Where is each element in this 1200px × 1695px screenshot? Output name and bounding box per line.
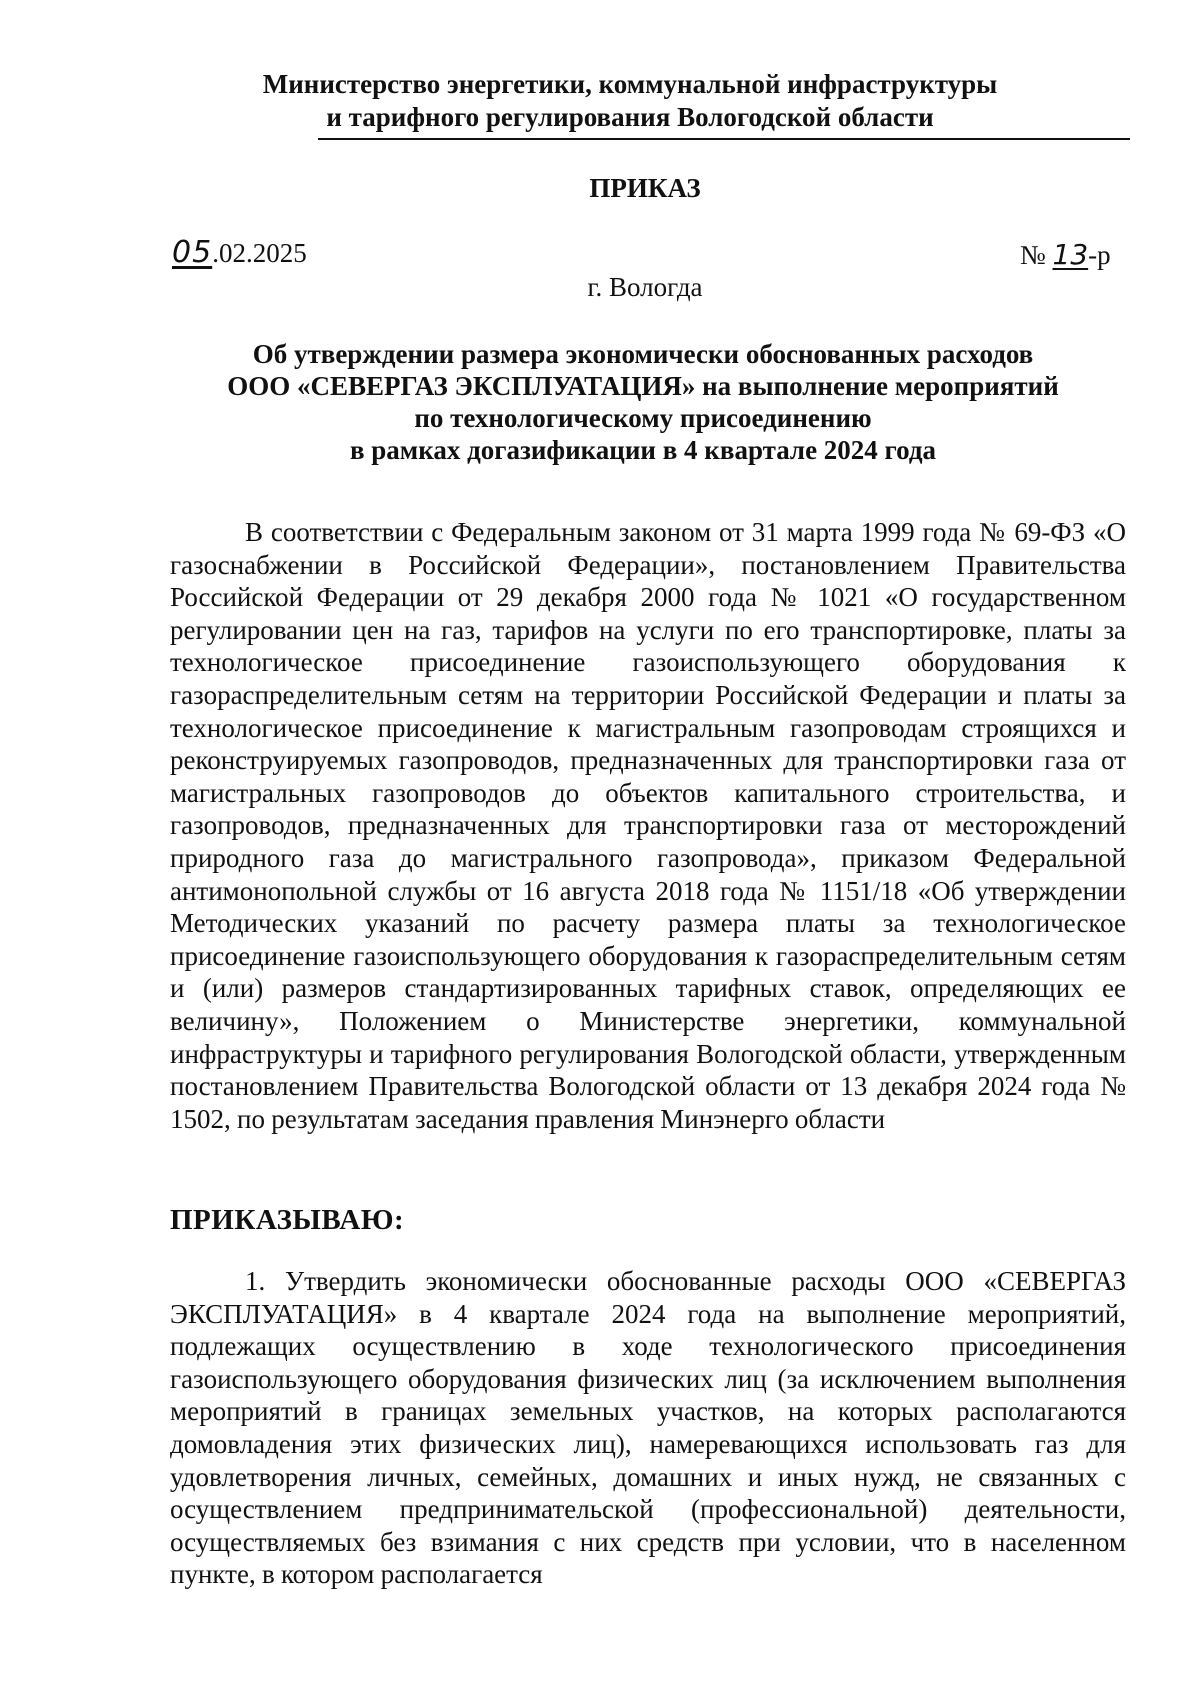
document-subject <box>160 338 1126 466</box>
number-prefix: № <box>1020 240 1053 270</box>
header-divider <box>318 138 1130 140</box>
document-date <box>172 235 307 270</box>
document-number <box>1020 238 1111 271</box>
handwritten-day: 05 <box>172 235 213 270</box>
handwritten-number: 13 <box>1052 238 1089 271</box>
document-type-title: ПРИКАЗ <box>589 173 701 203</box>
ministry-name-line1: Министерство энергетики, коммунальной инфраструктуры <box>262 69 998 99</box>
ministry-header <box>160 68 1100 134</box>
order-item-1: 1. Утвердить экономически обоснованные расходы ООО «СЕВЕРГАЗ ЭКСПЛУАТАЦИЯ» в 4 квартале 2024 года на выполнение мероприятий, подлежащих осуществлению в ходе технологического присоединения газоиспользующего оборудования физических лиц (за исключением выполнения мероприятий в границах земельных участков, на которых располагаются домовладения этих физических лиц), намеревающихся использовать газ для удовлетворения личных, семейных, домашних и иных нужд, не связанных с осуществлением предпринимательской (профессиональной) деятельности, осуществляемых без взимания с них средств при условии, что в населенном пункте, в котором располагается <box>170 1266 1126 1590</box>
subject-line4: в рамках догазификации в 4 квартале 2024 года <box>349 435 937 465</box>
number-suffix: -р <box>1088 240 1111 270</box>
date-rest: .02.2025 <box>212 238 307 268</box>
preamble-paragraph: В соответствии с Федеральным законом от 31 марта 1999 года № 69-ФЗ «О газоснабжении в Российской Федерации», постановлением Правительства Российской Федерации от 29 декабря 2000 года № 1021 «О государственном регулировании цен на газ, тарифов на услуги по его транспортировке, платы за технологическое присоединение газоиспользующего оборудования к газораспределительным сетям на территории Российской Федерации и платы за технологическое присоединение к магистральным газопроводам строящихся и реконструируемых газопроводов, предназначенных для транспортировки газа от магистральных газопроводов до объектов капитального строительства, и газопроводов, предназначенных для транспортировки газа от месторождений природного газа до магистрального газопровода», приказом Федеральной антимонопольной службы от 16 августа 2018 года № 1151/18 «Об утверждении Методических указаний по расчету размера платы за технологическое присоединение газоиспользующего оборудования к газораспределительным сетям и (или) размеров стандартизированных тарифных ставок, определяющих ее величину», Положением о Министерстве энергетики, коммунальной инфраструктуры и тарифного регулирования Вологодской области, утвержденным постановлением Правительства Вологодской области от 13 декабря 2024 года № 1502, по результатам заседания правления Минэнерго области <box>170 517 1126 1134</box>
order-word: ПРИКАЗЫВАЮ: <box>170 1204 405 1236</box>
city-label: г. Вологда <box>587 272 703 302</box>
subject-line3: по технологическому присоединению <box>414 403 872 433</box>
subject-line1: Об утверждении размера экономически обоснованных расходов <box>252 339 1034 369</box>
subject-line2: ООО «СЕВЕРГАЗ ЭКСПЛУАТАЦИЯ» на выполнение мероприятий <box>227 371 1059 401</box>
ministry-name-line2: и тарифного регулирования Вологодской области <box>326 102 934 132</box>
